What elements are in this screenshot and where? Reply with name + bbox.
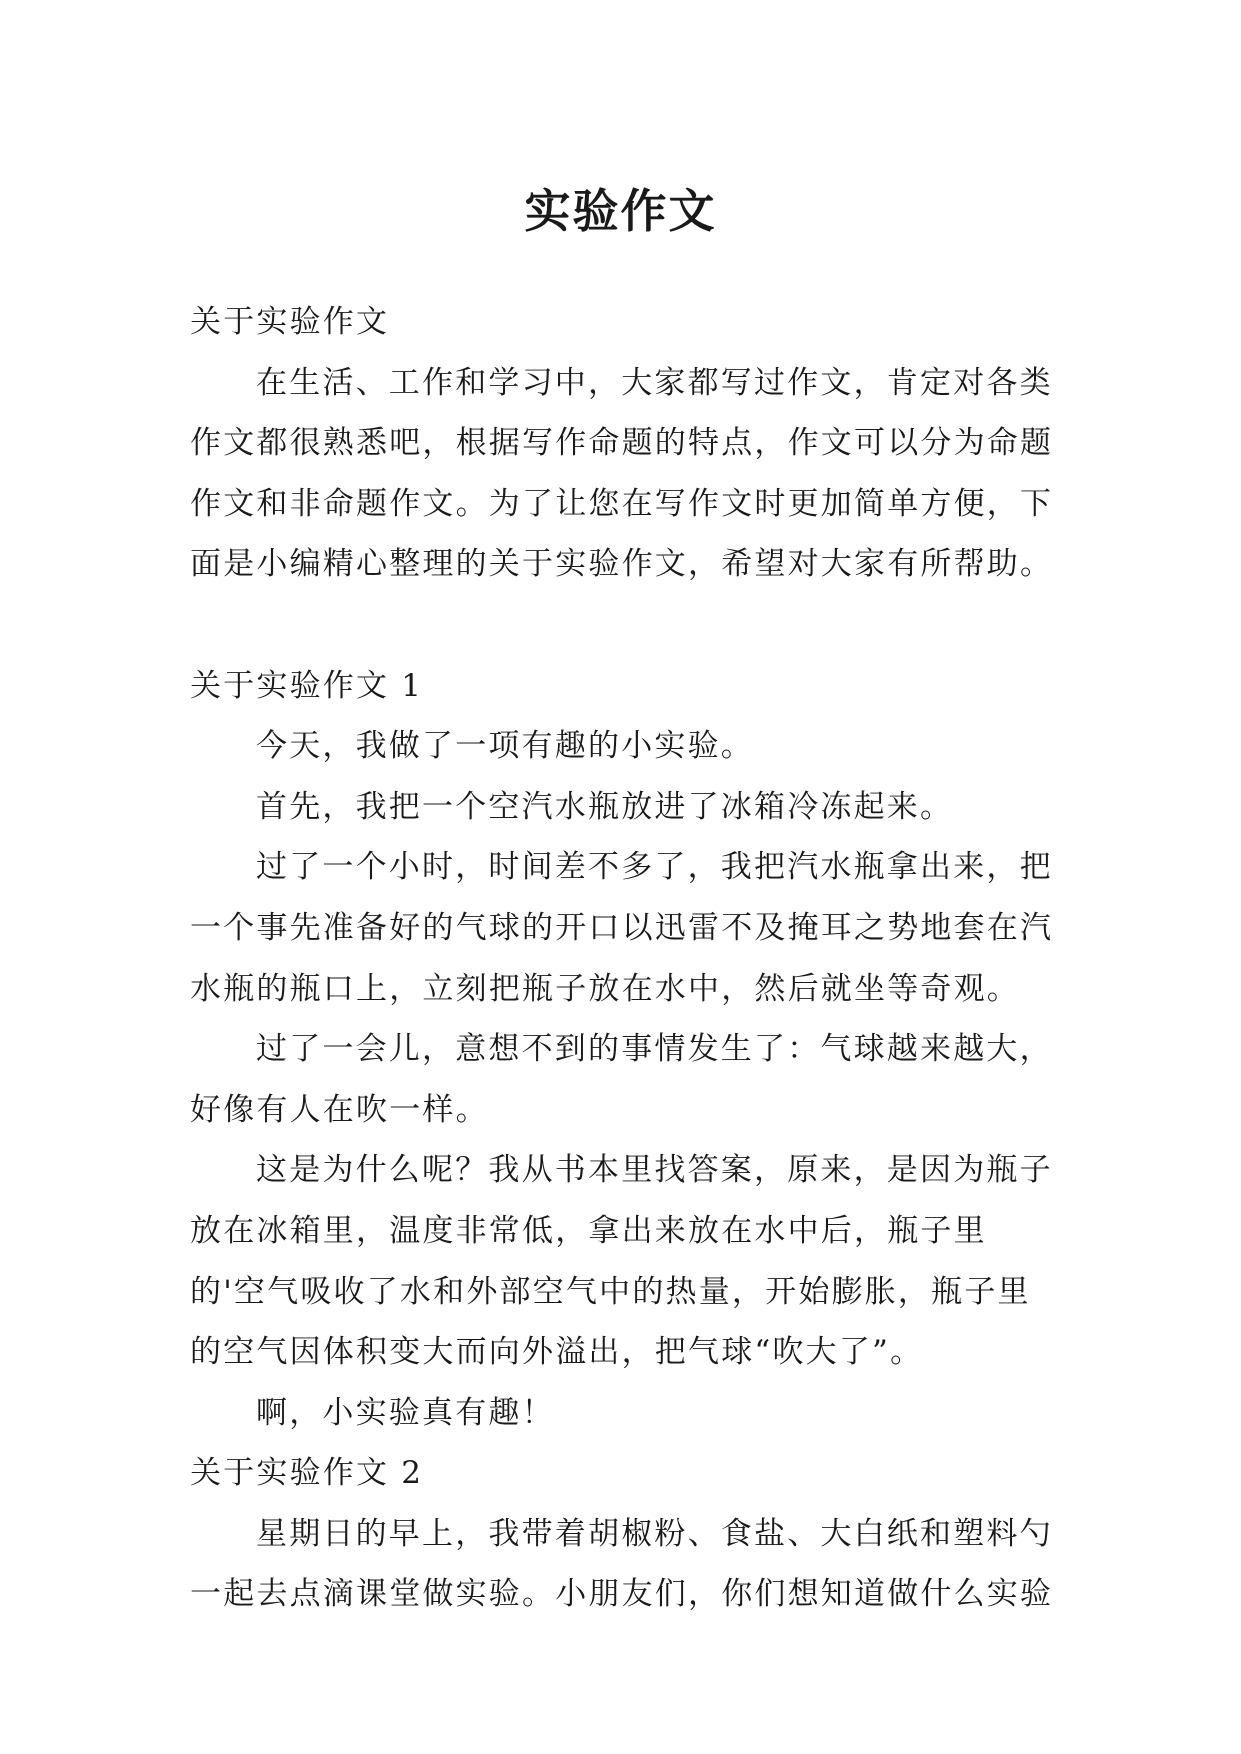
essay1-paragraph: 啊，小实验真有趣！ bbox=[256, 1394, 555, 1431]
essay2-paragraph: 星期日的早上，我带着胡椒粉、食盐、大白纸和塑料勺一起去点滴课堂做实验。小朋友们，你们想知道做什么实验 bbox=[190, 1515, 1054, 1613]
essay2-heading: 关于实验作文 2 bbox=[190, 1455, 424, 1492]
document-body bbox=[190, 292, 1056, 1625]
essay1-paragraph: 这是为什么呢？我从书本里找答案，原来，是因为瓶子放在冰箱里，温度非常低，拿出来放在水中后，瓶子里的'空气吸收了水和外部空气中的热量，开始膨胀，瓶子里的空气因体积变大而向外溢出，把气球“吹大了”。 bbox=[190, 1152, 1053, 1371]
essay1-heading: 关于实验作文 1 bbox=[190, 667, 424, 704]
section-spacer bbox=[190, 595, 1056, 656]
essay1-paragraph: 首先，我把一个空汽水瓶放进了冰箱冷冻起来。 bbox=[256, 788, 954, 825]
intro-paragraph: 在生活、工作和学习中，大家都写过作文，肯定对各类作文都很熟悉吧，根据写作命题的特点，作文可以分为命题作文和非命题作文。为了让您在写作文时更加简单方便，下面是小编精心整理的关于实验作文，希望对大家有所帮助。 bbox=[190, 364, 1054, 583]
essay1-paragraph: 过了一会儿，意想不到的事情发生了：气球越来越大，好像有人在吹一样。 bbox=[190, 1031, 1053, 1128]
document-title: 实验作文 bbox=[524, 183, 717, 238]
essay1-paragraph: 今天，我做了一项有趣的小实验。 bbox=[256, 728, 754, 765]
intro-heading: 关于实验作文 bbox=[190, 304, 390, 340]
essay1-paragraph: 过了一个小时，时间差不多了，我把汽水瓶拿出来，把一个事先准备好的气球的开口以迅雷不及掩耳之势地套在汽水瓶的瓶口上，立刻把瓶子放在水中，然后就坐等奇观。 bbox=[190, 849, 1054, 1007]
